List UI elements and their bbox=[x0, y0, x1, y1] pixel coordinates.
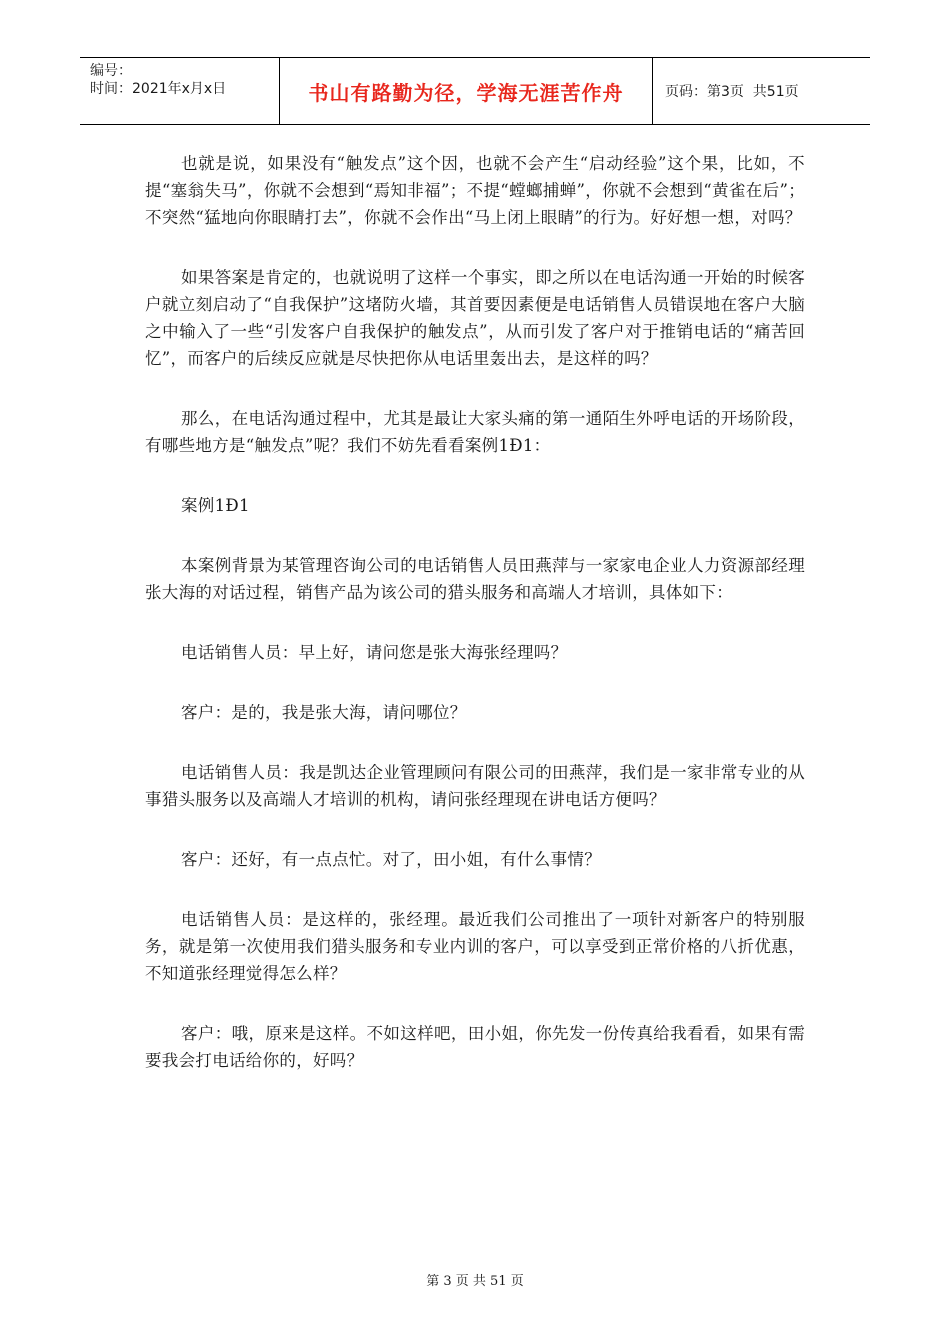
document-body bbox=[145, 150, 805, 1074]
header-meta bbox=[80, 58, 280, 124]
header-page-info: 页码：第3页 共51页 bbox=[665, 84, 799, 100]
paragraph: 如果答案是肯定的，也就说明了这样一个事实，即之所以在电话沟通一开始的时候客户就立刻启动了“自我保护”这堵防火墙，其首要因素便是电话销售人员错误地在客户大脑之中输入了一些“引发客户自我保护的触发点”，从而引发了客户对于推销电话的“痛苦回忆”，而客户的后续反应就是尽快把你从电话里轰出去，是这样的吗？ bbox=[145, 268, 805, 368]
document-time-label: 时间：2021年x月x日 bbox=[90, 81, 227, 97]
case-heading: 案例1Ð1 bbox=[181, 496, 250, 515]
dialogue-line: 电话销售人员：早上好，请问您是张大海张经理吗？ bbox=[181, 643, 568, 662]
dialogue-line: 客户：还好，有一点点忙。对了，田小姐，有什么事情？ bbox=[181, 850, 601, 869]
paragraph: 也就是说，如果没有“触发点”这个因，也就不会产生“启动经验”这个果，比如，不提“塞翁失马”，你就不会想到“焉知非福”；不提“螳螂捕蝉”，你就不会想到“黄雀在后”；不突然“猛地向你眼睛打去”，你就不会作出“马上闭上眼睛”的行为。好好想一想，对吗？ bbox=[145, 154, 805, 227]
header-motto: 书山有路勤为径，学海无涯苦作舟 bbox=[280, 58, 653, 124]
page-footer-number: 第 3 页 共 51 页 bbox=[426, 1274, 524, 1289]
dialogue-line: 客户：哦，原来是这样。不如这样吧，田小姐，你先发一份传真给我看看，如果有需要我会打电话给你的，好吗？ bbox=[145, 1024, 805, 1070]
paragraph: 那么，在电话沟通过程中，尤其是最让大家头痛的第一通陌生外呼电话的开场阶段，有哪些地方是“触发点”呢？我们不妨先看看案例1Ð1： bbox=[145, 409, 805, 455]
dialogue-line: 电话销售人员：我是凯达企业管理顾问有限公司的田燕萍，我们是一家非常专业的从事猎头服务以及高端人才培训的机构，请问张经理现在讲电话方便吗？ bbox=[145, 763, 805, 809]
document-number-label: 编号： bbox=[90, 63, 132, 79]
paragraph: 本案例背景为某管理咨询公司的电话销售人员田燕萍与一家家电企业人力资源部经理张大海的对话过程，销售产品为该公司的猎头服务和高端人才培训，具体如下： bbox=[145, 556, 805, 602]
dialogue-line: 电话销售人员：是这样的，张经理。最近我们公司推出了一项针对新客户的特别服务，就是第一次使用我们猎头服务和专业内训的客户，可以享受到正常价格的八折优惠，不知道张经理觉得怎么样？ bbox=[145, 910, 805, 983]
page-header bbox=[80, 57, 870, 125]
dialogue-line: 客户：是的，我是张大海，请问哪位？ bbox=[181, 703, 467, 722]
